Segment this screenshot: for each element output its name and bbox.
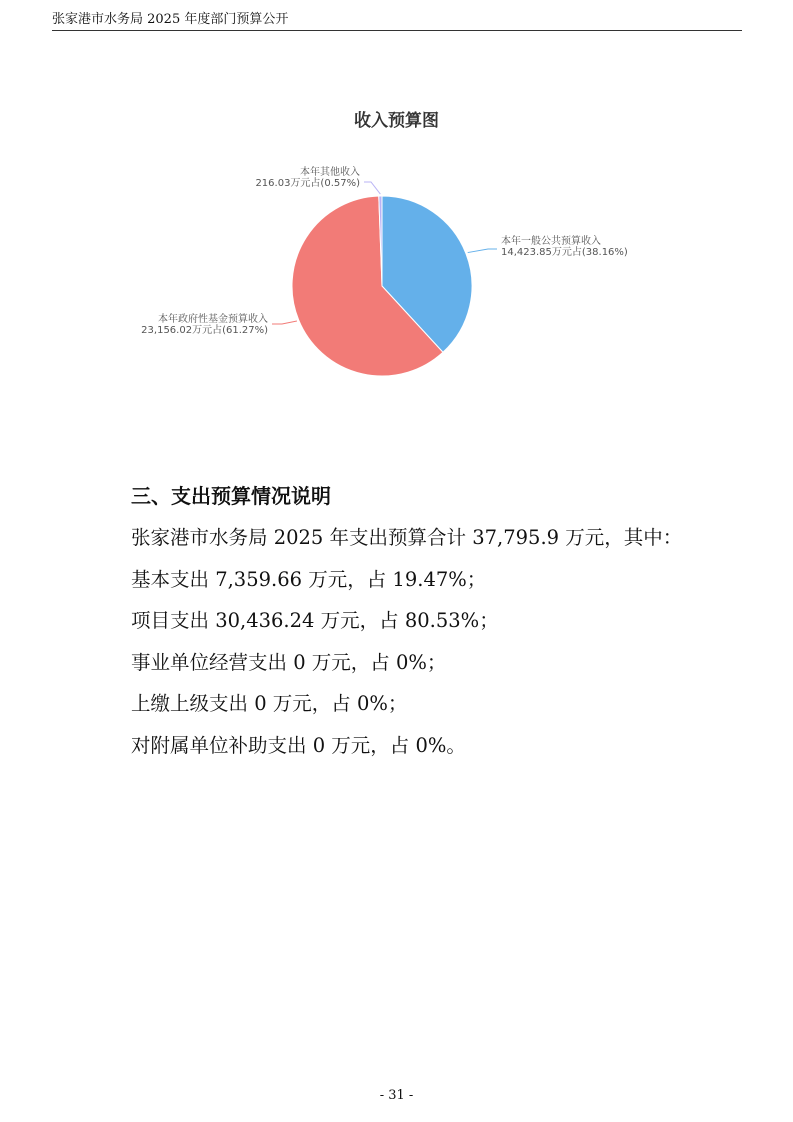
page-header: 张家港市水务局 2025 年度部门预算公开 <box>52 8 742 31</box>
body-line: 张家港市水务局 2025 年支出预算合计 37,795.9 万元，其中： <box>131 526 683 549</box>
body-line: 项目支出 30,436.24 万元，占 80.53%； <box>131 609 499 632</box>
pie-leader-line <box>364 182 380 194</box>
pie-label-name: 本年政府性基金预算收入 <box>158 314 268 325</box>
pie-label-value: 23,156.02万元占(61.27%) <box>141 325 268 336</box>
pie-leader-line <box>468 249 497 253</box>
body-line: 对附属单位补助支出 0 万元，占 0%。 <box>131 733 466 757</box>
pie-leader-line <box>272 321 297 324</box>
page-number: - 31 - <box>379 1088 414 1103</box>
pie-label-name: 本年其他收入 <box>300 167 360 178</box>
body-line: 基本支出 7,359.66 万元，占 19.47%； <box>131 567 487 591</box>
pie-label-name: 本年一般公共预算收入 <box>501 236 601 247</box>
income-pie-chart <box>0 0 793 420</box>
pie-label-value: 14,423.85万元占(38.16%) <box>501 247 628 258</box>
section-heading: 三、支出预算情况说明 <box>131 484 331 508</box>
body-line: 上缴上级支出 0 万元，占 0%； <box>131 692 408 715</box>
section-body <box>131 522 682 771</box>
body-line: 事业单位经营支出 0 万元，占 0%； <box>131 650 447 674</box>
pie-label-value: 216.03万元占(0.57%) <box>255 178 360 189</box>
chart-title: 收入预算图 <box>354 111 439 131</box>
